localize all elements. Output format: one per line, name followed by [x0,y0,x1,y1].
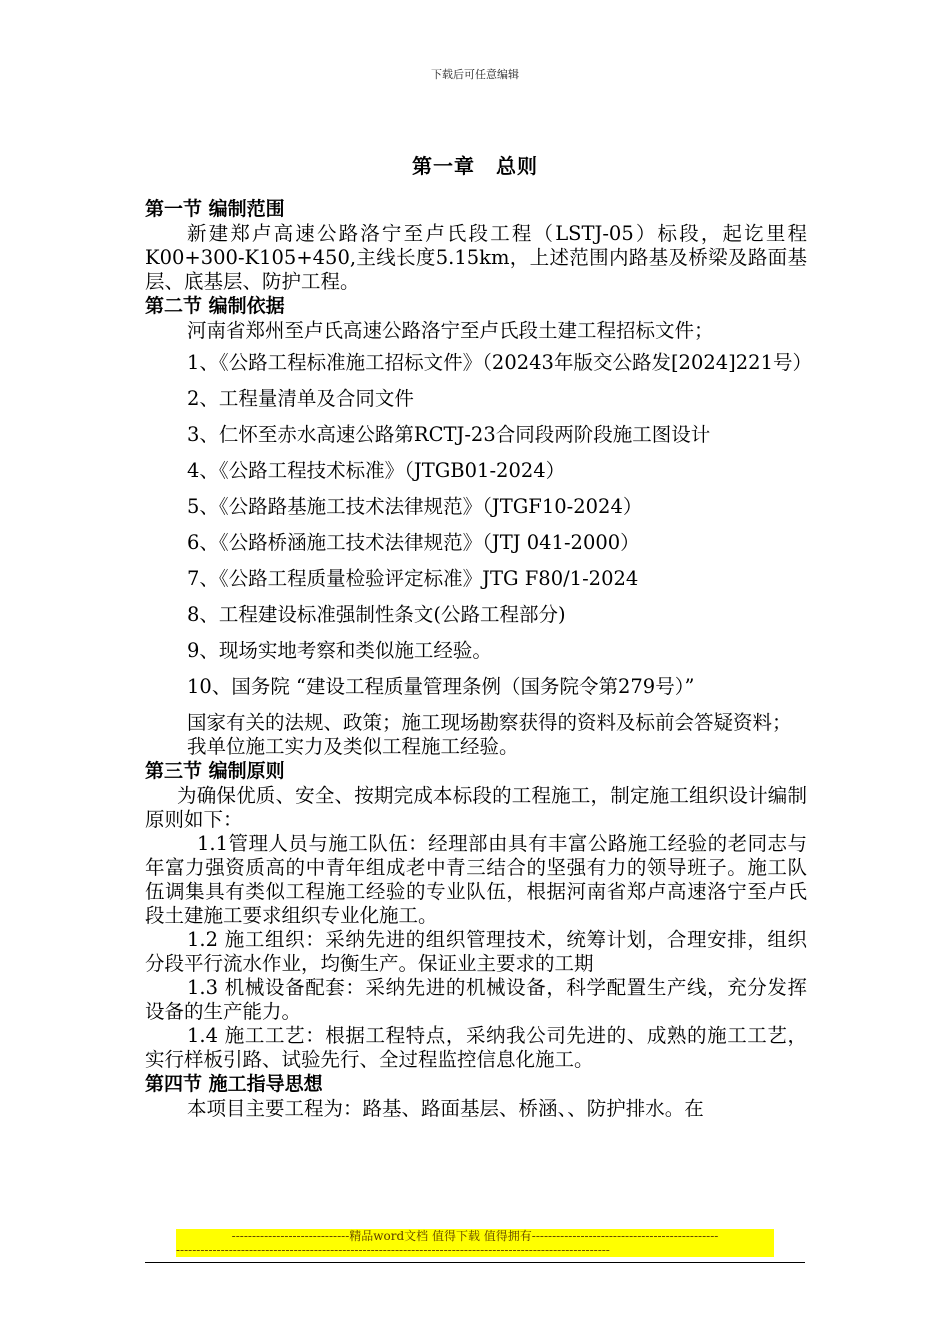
principle-1-2: 1.2 施工组织：采纳先进的组织管理技术，统筹计划，合理安排，组织分段平行流水作业，均衡生产。保证业主要求的工期 [145,928,807,975]
basis-item-6: 6、《公路桥涵施工技术法律规范》（JTJ 041-2000） [187,531,640,554]
section-4-paragraph: 本项目主要工程为：路基、路面基层、桥涵、、防护排水。在 [187,1097,704,1120]
basis-item-8: 8、工程建设标准强制性条文(公路工程部分) [187,603,566,626]
chapter-title: 第一章 总则 [412,154,538,178]
footer-rule [145,1262,805,1263]
section-1-title: 第一节 编制范围 [145,198,285,220]
header-note: 下载后可任意编辑 [431,68,519,81]
basis-item-2: 2、工程量清单及合同文件 [187,387,414,410]
section-2-paragraph-capability: 我单位施工实力及类似工程施工经验。 [187,735,519,758]
basis-item-4: 4、《公路工程技术标准》（JTGB01-2024） [187,459,566,482]
section-3-title: 第三节 编制原则 [145,760,285,782]
section-4-title: 第四节 施工指导思想 [145,1073,323,1095]
section-1-paragraph: 新建郑卢高速公路洛宁至卢氏段工程（LSTJ-05）标段，起讫里程K00+300-K105+450,主线长度5.15km，上述范围内路基及桥梁及路面基层、底基层、防护工程。 [145,222,807,293]
section-2-title: 第二节 编制依据 [145,295,285,317]
footer-dash-line: ----------------------------------------------------------------------------------------------------------- [176,1243,610,1257]
principle-1-4: 1.4 施工工艺：根据工程特点，采纳我公司先进的、成熟的施工工艺，实行样板引路、试验先行、全过程监控信息化施工。 [145,1024,807,1071]
basis-item-10: 10、国务院 “建设工程质量管理条例（国务院令第279号）” [187,675,695,698]
footer-banner-text: -----------------------------精品word文档 值得下载 值得拥有---------------------------------------------- [231,1229,719,1243]
basis-item-5: 5、《公路路基施工技术法律规范》（JTGF10-2024） [187,495,643,518]
basis-item-7: 7、《公路工程质量检验评定标准》JTG F80/1-2024 [187,567,639,590]
principle-1-1: 1.1管理人员与施工队伍：经理部由具有丰富公路施工经验的老同志与年富力强资质高的中青年组成老中青三结合的坚强有力的领导班子。施工队伍调集具有类似工程施工经验的专业队伍，根据河南省郑卢高速洛宁至卢氏段土建施工要求组织专业化施工。 [145,832,807,927]
basis-item-3: 3、仁怀至赤水高速公路第RCTJ-23合同段两阶段施工图设计 [187,423,711,446]
principle-1-3: 1.3 机械设备配套：采纳先进的机械设备，科学配置生产线，充分发挥设备的生产能力。 [145,976,807,1023]
section-2-paragraph-regulations: 国家有关的法规、政策；施工现场勘察获得的资料及标前会答疑资料； [187,711,792,734]
section-2-intro: 河南省郑州至卢氏高速公路洛宁至卢氏段土建工程招标文件； [187,319,714,342]
basis-item-1: 1、《公路工程标准施工招标文件》（20243年版交公路发[2024]221号） [187,351,813,374]
document-body [145,197,813,1121]
section-3-intro: 为确保优质、安全、按期完成本标段的工程施工，制定施工组织设计编制原则如下： [145,784,807,831]
basis-item-9: 9、现场实地考察和类似施工经验。 [187,639,492,662]
